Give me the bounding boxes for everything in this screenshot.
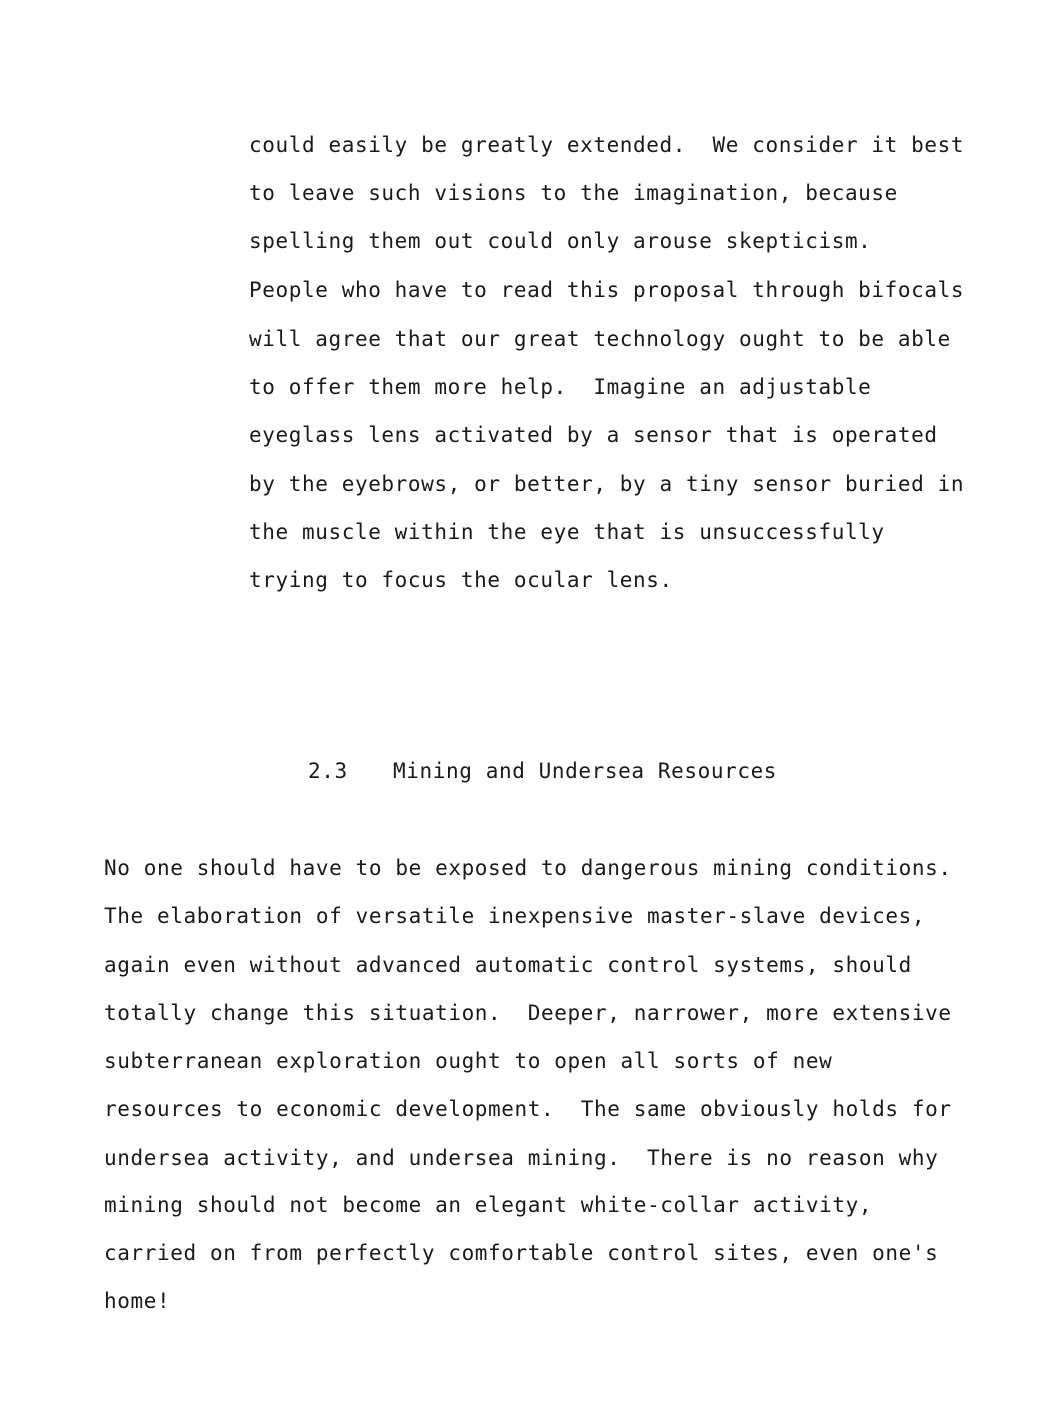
- paragraph-line: No one should have to be exposed to dangerous mining conditions.: [104, 856, 952, 880]
- paragraph-line: home!: [104, 1289, 171, 1313]
- paragraph-line: subterranean exploration ought to open all sorts of new: [104, 1049, 833, 1073]
- paragraph-line: will agree that our great technology ought to be able: [249, 327, 951, 351]
- paragraph-line: to leave such visions to the imagination, because: [249, 181, 898, 205]
- paragraph-line: People who have to read this proposal through bifocals: [249, 278, 965, 302]
- paragraph-line: by the eyebrows, or better, by a tiny sensor buried in: [249, 472, 965, 496]
- paragraph-line: could easily be greatly extended. We consider it best: [249, 133, 965, 157]
- paragraph-line: carried on from perfectly comfortable control sites, even one's: [104, 1241, 939, 1265]
- section-title: Mining and Undersea Resources: [393, 759, 778, 783]
- paragraph-line: totally change this situation. Deeper, narrower, more extensive: [104, 1001, 952, 1025]
- section-heading: [308, 758, 777, 784]
- paragraph-line: trying to focus the ocular lens.: [249, 568, 673, 592]
- paragraph-line: mining should not become an elegant white-collar activity,: [104, 1193, 873, 1217]
- paragraph-line: again even without advanced automatic control systems, should: [104, 953, 912, 977]
- paragraph-line: to offer them more help. Imagine an adjustable: [249, 375, 872, 399]
- paragraph-line: The elaboration of versatile inexpensive master-slave devices,: [104, 904, 926, 928]
- section-number: 2.3: [308, 759, 348, 783]
- paragraph-line: eyeglass lens activated by a sensor that is operated: [249, 423, 938, 447]
- paragraph-line: spelling them out could only arouse skepticism.: [249, 229, 872, 253]
- paragraph-line: the muscle within the eye that is unsuccessfully: [249, 520, 885, 544]
- paragraph-line: resources to economic development. The same obviously holds for: [104, 1097, 952, 1121]
- paragraph-line: undersea activity, and undersea mining. There is no reason why: [104, 1146, 939, 1170]
